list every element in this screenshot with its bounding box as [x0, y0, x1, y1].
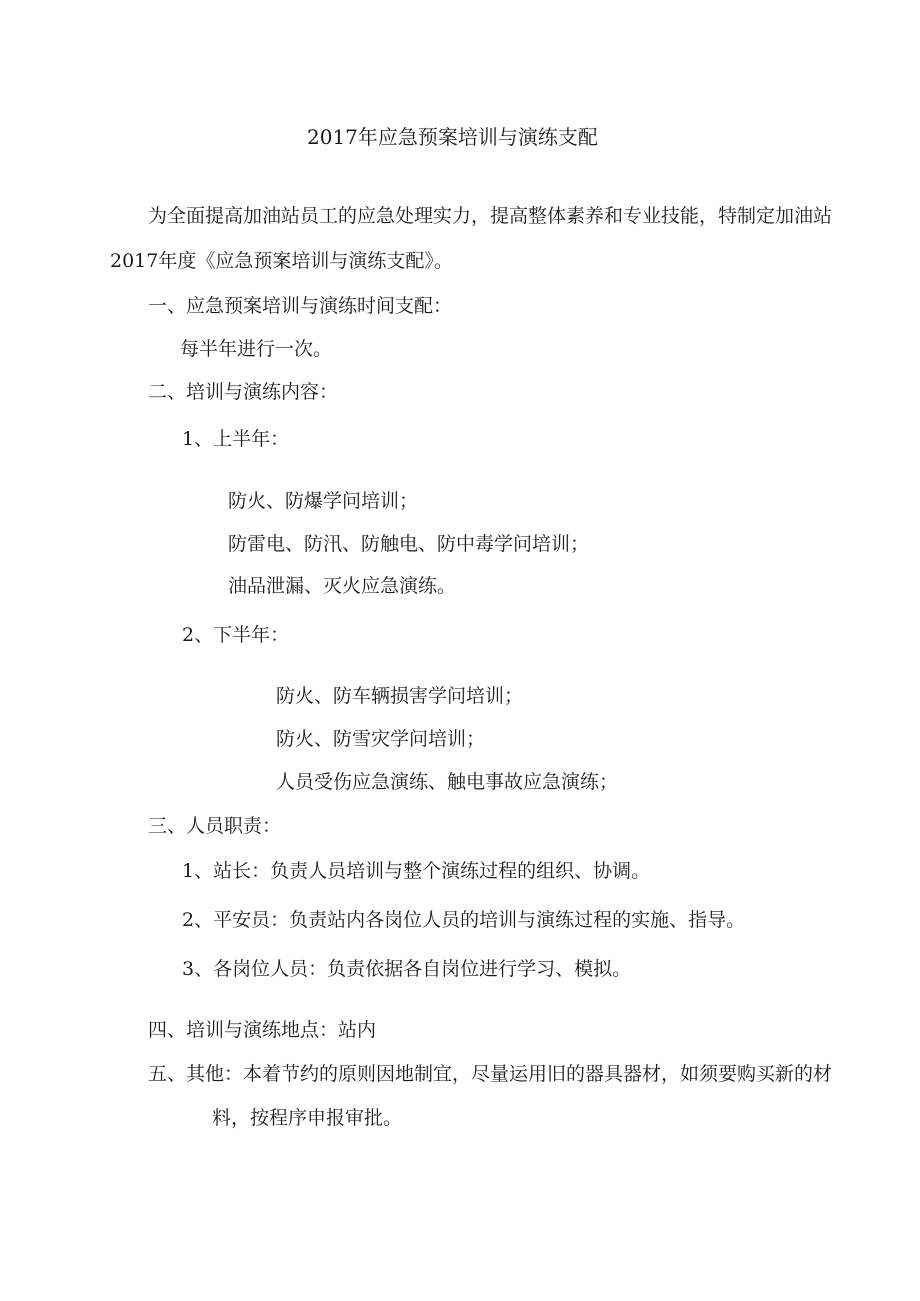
section-2-heading: 二、培训与演练内容：	[148, 381, 339, 403]
section-1-content: 每半年进行一次。	[180, 338, 333, 360]
section-3-heading: 三、人员职责：	[148, 815, 282, 837]
second-half-item: 人员受伤应急演练、触电事故应急演练；	[276, 771, 619, 793]
duty-item-post-staff: 3、各岗位人员：负责依据各自岗位进行学习、模拟。	[182, 958, 632, 980]
second-half-item: 防火、防车辆损害学问培训；	[276, 685, 524, 707]
first-half-item: 防火、防爆学问培训；	[228, 490, 419, 512]
first-half-item: 油品泄漏、灭火应急演练。	[228, 575, 457, 597]
duty-item-station-manager: 1、站长：负责人员培训与整个演练过程的组织、协调。	[182, 860, 651, 882]
section-5-line-2: 料，按程序申报审批。	[212, 1107, 403, 1129]
section-1-heading: 一、应急预案培训与演练时间支配：	[148, 295, 453, 317]
intro-paragraph-line-1: 为全面提高加油站员工的应急处理实力，提高整体素养和专业技能，特制定加油站	[148, 205, 833, 227]
second-half-heading: 2、下半年：	[182, 624, 290, 646]
section-5-line-1: 五、其他：本着节约的原则因地制宜，尽量运用旧的器具器材，如须要购买新的材	[148, 1063, 833, 1085]
duty-item-safety-officer: 2、平安员：负责站内各岗位人员的培训与演练过程的实施、指导。	[182, 909, 746, 931]
section-4-location: 四、培训与演练地点：站内	[148, 1019, 377, 1041]
first-half-item: 防雷电、防汛、防触电、防中毒学问培训；	[228, 533, 590, 555]
second-half-item: 防火、防雪灾学问培训；	[276, 728, 486, 750]
intro-paragraph-line-2: 2017年度《应急预案培训与演练支配》。	[110, 250, 453, 272]
first-half-heading: 1、上半年：	[182, 428, 290, 450]
document-title: 2017年应急预案培训与演练支配	[307, 125, 598, 149]
